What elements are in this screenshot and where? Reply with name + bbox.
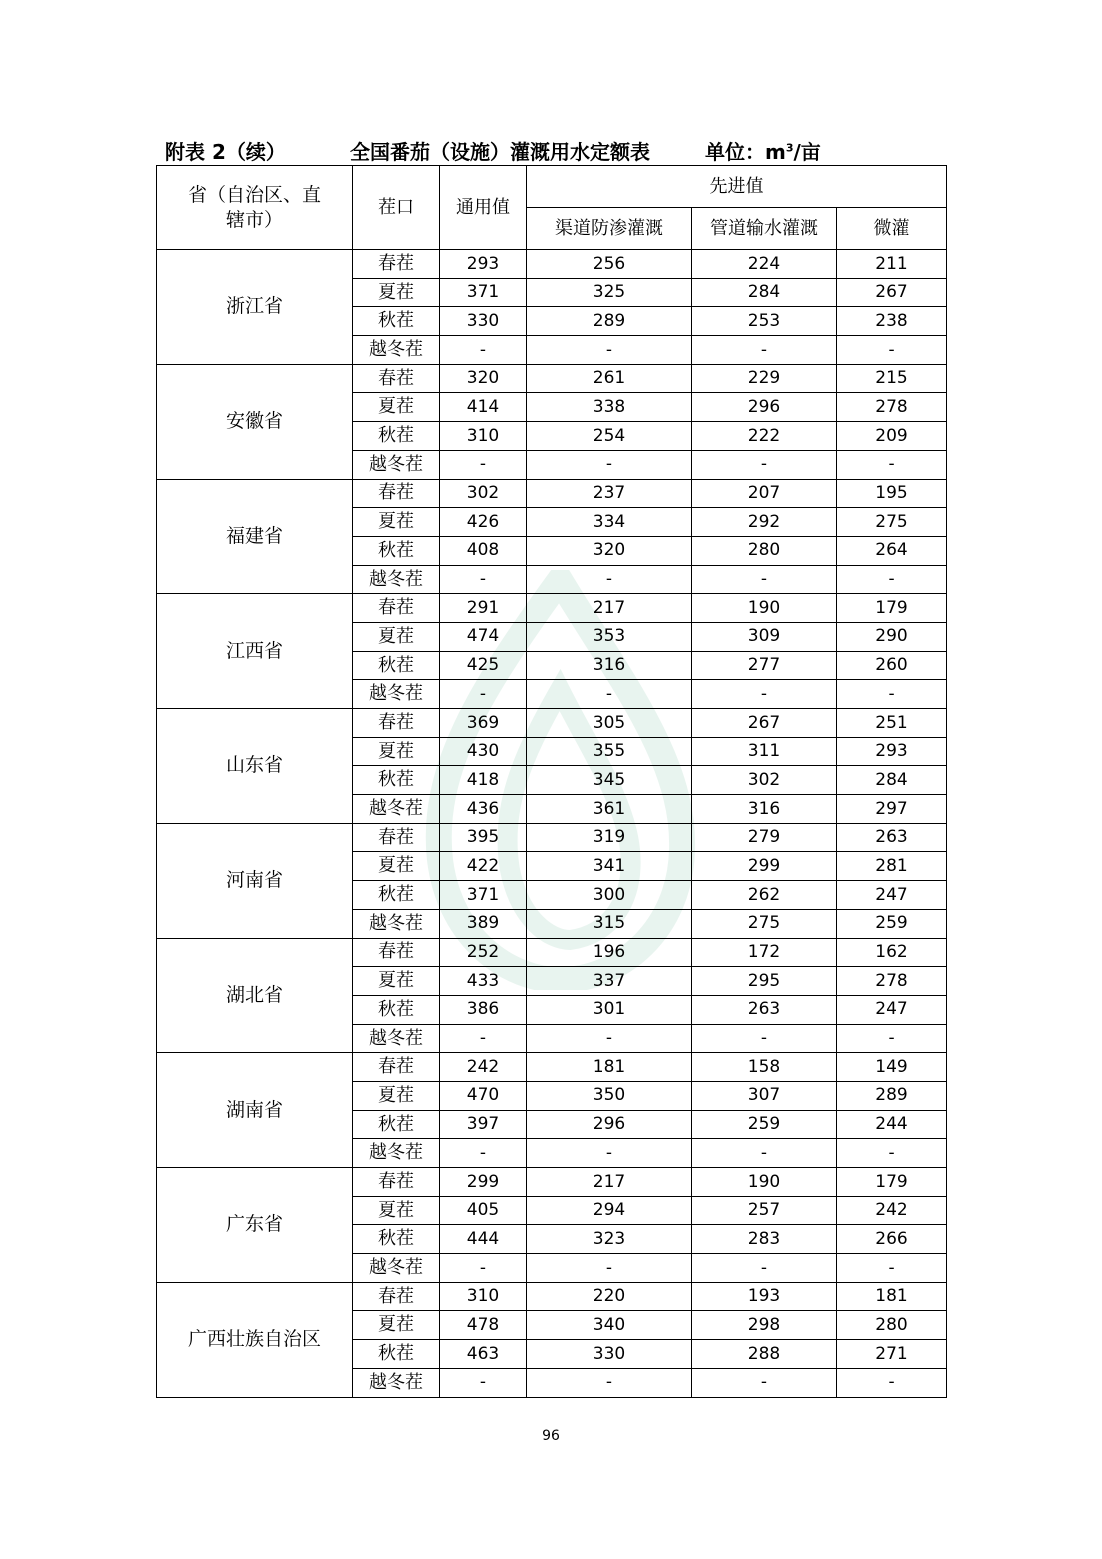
- pipe-value-cell: 263: [692, 995, 837, 1024]
- general-value-cell: 299: [440, 1168, 527, 1197]
- general-value-cell: 430: [440, 737, 527, 766]
- crop-cell: 越冬茬: [353, 1368, 440, 1397]
- crop-cell: 秋茬: [353, 422, 440, 451]
- table-header: [157, 166, 947, 250]
- crop-cell: 秋茬: [353, 1340, 440, 1369]
- crop-cell: 秋茬: [353, 651, 440, 680]
- pipe-value-cell: 299: [692, 852, 837, 881]
- general-value-cell: 252: [440, 938, 527, 967]
- general-value-cell: -: [440, 1139, 527, 1168]
- micro-value-cell: 179: [837, 1168, 947, 1197]
- pipe-value-cell: 288: [692, 1340, 837, 1369]
- micro-value-cell: -: [837, 680, 947, 709]
- general-value-cell: -: [440, 1254, 527, 1283]
- channel-value-cell: -: [527, 565, 692, 594]
- channel-value-cell: 256: [527, 250, 692, 279]
- pipe-value-cell: -: [692, 1254, 837, 1283]
- pipe-value-cell: -: [692, 1024, 837, 1053]
- micro-value-cell: 242: [837, 1196, 947, 1225]
- channel-value-cell: -: [527, 1254, 692, 1283]
- crop-cell: 秋茬: [353, 881, 440, 910]
- general-value-cell: 310: [440, 1282, 527, 1311]
- general-value-cell: 369: [440, 709, 527, 738]
- pipe-value-cell: 267: [692, 709, 837, 738]
- channel-value-cell: 361: [527, 795, 692, 824]
- micro-value-cell: 297: [837, 795, 947, 824]
- micro-value-cell: -: [837, 565, 947, 594]
- pipe-value-cell: 280: [692, 536, 837, 565]
- micro-value-cell: 263: [837, 823, 947, 852]
- table-row: [157, 1053, 947, 1082]
- micro-value-cell: 238: [837, 307, 947, 336]
- micro-value-cell: 280: [837, 1311, 947, 1340]
- crop-cell: 夏茬: [353, 1081, 440, 1110]
- micro-value-cell: 278: [837, 967, 947, 996]
- general-value-cell: 463: [440, 1340, 527, 1369]
- pipe-value-cell: 224: [692, 250, 837, 279]
- pipe-value-cell: 296: [692, 393, 837, 422]
- micro-value-cell: -: [837, 1254, 947, 1283]
- channel-value-cell: 217: [527, 594, 692, 623]
- crop-cell: 越冬茬: [353, 1024, 440, 1053]
- province-cell: 江西省: [157, 594, 353, 709]
- crop-cell: 春茬: [353, 1282, 440, 1311]
- crop-cell: 夏茬: [353, 852, 440, 881]
- crop-cell: 夏茬: [353, 393, 440, 422]
- channel-value-cell: 345: [527, 766, 692, 795]
- channel-value-cell: 338: [527, 393, 692, 422]
- crop-cell: 夏茬: [353, 622, 440, 651]
- pipe-value-cell: 284: [692, 278, 837, 307]
- micro-value-cell: 281: [837, 852, 947, 881]
- micro-value-cell: 162: [837, 938, 947, 967]
- pipe-value-cell: 283: [692, 1225, 837, 1254]
- channel-value-cell: 350: [527, 1081, 692, 1110]
- header-crop: 茬口: [353, 166, 440, 250]
- irrigation-quota-table: [156, 165, 947, 1398]
- general-value-cell: 422: [440, 852, 527, 881]
- crop-cell: 秋茬: [353, 1225, 440, 1254]
- header-general: 通用值: [440, 166, 527, 250]
- micro-value-cell: -: [837, 336, 947, 365]
- pipe-value-cell: 298: [692, 1311, 837, 1340]
- channel-value-cell: 340: [527, 1311, 692, 1340]
- pipe-value-cell: 190: [692, 1168, 837, 1197]
- channel-value-cell: 220: [527, 1282, 692, 1311]
- micro-value-cell: 290: [837, 622, 947, 651]
- general-value-cell: 433: [440, 967, 527, 996]
- crop-cell: 夏茬: [353, 967, 440, 996]
- pipe-value-cell: -: [692, 336, 837, 365]
- crop-cell: 越冬茬: [353, 795, 440, 824]
- pipe-value-cell: 262: [692, 881, 837, 910]
- channel-value-cell: 334: [527, 508, 692, 537]
- province-cell: 安徽省: [157, 364, 353, 479]
- general-value-cell: 310: [440, 422, 527, 451]
- pipe-value-cell: 207: [692, 479, 837, 508]
- general-value-cell: -: [440, 1368, 527, 1397]
- channel-value-cell: -: [527, 1139, 692, 1168]
- channel-value-cell: 181: [527, 1053, 692, 1082]
- pipe-value-cell: 302: [692, 766, 837, 795]
- pipe-value-cell: 309: [692, 622, 837, 651]
- crop-cell: 春茬: [353, 823, 440, 852]
- micro-value-cell: 247: [837, 995, 947, 1024]
- table-label: 附表 2（续）: [165, 140, 286, 164]
- general-value-cell: 320: [440, 364, 527, 393]
- pipe-value-cell: -: [692, 450, 837, 479]
- pipe-value-cell: -: [692, 1139, 837, 1168]
- pipe-value-cell: 229: [692, 364, 837, 393]
- micro-value-cell: 289: [837, 1081, 947, 1110]
- pipe-value-cell: -: [692, 680, 837, 709]
- general-value-cell: 478: [440, 1311, 527, 1340]
- pipe-value-cell: 277: [692, 651, 837, 680]
- crop-cell: 夏茬: [353, 508, 440, 537]
- micro-value-cell: 215: [837, 364, 947, 393]
- crop-cell: 春茬: [353, 250, 440, 279]
- unit-prefix: 单位：m: [705, 140, 786, 164]
- table-body: [157, 250, 947, 1398]
- channel-value-cell: 196: [527, 938, 692, 967]
- unit-suffix: /亩: [793, 140, 821, 164]
- general-value-cell: 330: [440, 307, 527, 336]
- header-province: 省（自治区、直辖市）: [157, 166, 353, 250]
- crop-cell: 春茬: [353, 594, 440, 623]
- province-cell: 河南省: [157, 823, 353, 938]
- general-value-cell: -: [440, 450, 527, 479]
- crop-cell: 秋茬: [353, 995, 440, 1024]
- pipe-value-cell: 190: [692, 594, 837, 623]
- channel-value-cell: 289: [527, 307, 692, 336]
- pipe-value-cell: 311: [692, 737, 837, 766]
- pipe-value-cell: 316: [692, 795, 837, 824]
- channel-value-cell: -: [527, 336, 692, 365]
- crop-cell: 越冬茬: [353, 680, 440, 709]
- general-value-cell: 386: [440, 995, 527, 1024]
- crop-cell: 越冬茬: [353, 336, 440, 365]
- general-value-cell: 405: [440, 1196, 527, 1225]
- header-micro: 微灌: [837, 208, 947, 250]
- crop-cell: 夏茬: [353, 1196, 440, 1225]
- table-row: [157, 938, 947, 967]
- province-cell: 浙江省: [157, 250, 353, 365]
- micro-value-cell: 244: [837, 1110, 947, 1139]
- channel-value-cell: 254: [527, 422, 692, 451]
- pipe-value-cell: 307: [692, 1081, 837, 1110]
- table-row: [157, 709, 947, 738]
- micro-value-cell: 149: [837, 1053, 947, 1082]
- header-advanced: 先进值: [527, 166, 947, 208]
- crop-cell: 秋茬: [353, 766, 440, 795]
- channel-value-cell: 325: [527, 278, 692, 307]
- micro-value-cell: 267: [837, 278, 947, 307]
- channel-value-cell: 305: [527, 709, 692, 738]
- pipe-value-cell: 259: [692, 1110, 837, 1139]
- table-row: [157, 1168, 947, 1197]
- crop-cell: 夏茬: [353, 278, 440, 307]
- general-value-cell: 291: [440, 594, 527, 623]
- province-cell: 湖北省: [157, 938, 353, 1053]
- crop-cell: 春茬: [353, 1053, 440, 1082]
- crop-cell: 春茬: [353, 938, 440, 967]
- header-pipe: 管道输水灌溉: [692, 208, 837, 250]
- micro-value-cell: 211: [837, 250, 947, 279]
- crop-cell: 春茬: [353, 364, 440, 393]
- pipe-value-cell: 292: [692, 508, 837, 537]
- channel-value-cell: -: [527, 1024, 692, 1053]
- micro-value-cell: 284: [837, 766, 947, 795]
- crop-cell: 秋茬: [353, 307, 440, 336]
- general-value-cell: 426: [440, 508, 527, 537]
- channel-value-cell: 300: [527, 881, 692, 910]
- channel-value-cell: 316: [527, 651, 692, 680]
- crop-cell: 秋茬: [353, 1110, 440, 1139]
- table-row: [157, 364, 947, 393]
- channel-value-cell: -: [527, 450, 692, 479]
- channel-value-cell: 320: [527, 536, 692, 565]
- channel-value-cell: 294: [527, 1196, 692, 1225]
- province-cell: 广东省: [157, 1168, 353, 1283]
- channel-value-cell: 319: [527, 823, 692, 852]
- pipe-value-cell: 279: [692, 823, 837, 852]
- pipe-value-cell: 193: [692, 1282, 837, 1311]
- channel-value-cell: 237: [527, 479, 692, 508]
- channel-value-cell: 330: [527, 1340, 692, 1369]
- table-row: [157, 594, 947, 623]
- general-value-cell: 408: [440, 536, 527, 565]
- general-value-cell: 302: [440, 479, 527, 508]
- micro-value-cell: 260: [837, 651, 947, 680]
- micro-value-cell: -: [837, 450, 947, 479]
- channel-value-cell: 315: [527, 909, 692, 938]
- table-row: [157, 1282, 947, 1311]
- province-cell: 广西壮族自治区: [157, 1282, 353, 1397]
- general-value-cell: 293: [440, 250, 527, 279]
- crop-cell: 越冬茬: [353, 450, 440, 479]
- pipe-value-cell: -: [692, 1368, 837, 1397]
- micro-value-cell: -: [837, 1139, 947, 1168]
- general-value-cell: 414: [440, 393, 527, 422]
- general-value-cell: 474: [440, 622, 527, 651]
- general-value-cell: 425: [440, 651, 527, 680]
- crop-cell: 春茬: [353, 479, 440, 508]
- general-value-cell: 371: [440, 278, 527, 307]
- pipe-value-cell: 253: [692, 307, 837, 336]
- general-value-cell: 389: [440, 909, 527, 938]
- micro-value-cell: 271: [837, 1340, 947, 1369]
- table-caption: [165, 134, 955, 164]
- pipe-value-cell: -: [692, 565, 837, 594]
- channel-value-cell: 353: [527, 622, 692, 651]
- crop-cell: 夏茬: [353, 737, 440, 766]
- general-value-cell: -: [440, 1024, 527, 1053]
- channel-value-cell: 337: [527, 967, 692, 996]
- general-value-cell: -: [440, 336, 527, 365]
- pipe-value-cell: 275: [692, 909, 837, 938]
- micro-value-cell: 275: [837, 508, 947, 537]
- micro-value-cell: 259: [837, 909, 947, 938]
- table-row: [157, 823, 947, 852]
- micro-value-cell: 266: [837, 1225, 947, 1254]
- crop-cell: 秋茬: [353, 536, 440, 565]
- micro-value-cell: 247: [837, 881, 947, 910]
- table-row: [157, 479, 947, 508]
- general-value-cell: 395: [440, 823, 527, 852]
- general-value-cell: 371: [440, 881, 527, 910]
- micro-value-cell: 209: [837, 422, 947, 451]
- general-value-cell: 436: [440, 795, 527, 824]
- table-unit: [705, 136, 821, 165]
- channel-value-cell: 341: [527, 852, 692, 881]
- micro-value-cell: 278: [837, 393, 947, 422]
- micro-value-cell: 181: [837, 1282, 947, 1311]
- header-channel: 渠道防渗灌溉: [527, 208, 692, 250]
- general-value-cell: 444: [440, 1225, 527, 1254]
- micro-value-cell: 293: [837, 737, 947, 766]
- general-value-cell: -: [440, 565, 527, 594]
- crop-cell: 越冬茬: [353, 909, 440, 938]
- channel-value-cell: 355: [527, 737, 692, 766]
- channel-value-cell: -: [527, 680, 692, 709]
- crop-cell: 越冬茬: [353, 1139, 440, 1168]
- pipe-value-cell: 257: [692, 1196, 837, 1225]
- channel-value-cell: 296: [527, 1110, 692, 1139]
- general-value-cell: -: [440, 680, 527, 709]
- pipe-value-cell: 222: [692, 422, 837, 451]
- page-number: 96: [542, 1428, 560, 1444]
- micro-value-cell: 195: [837, 479, 947, 508]
- crop-cell: 夏茬: [353, 1311, 440, 1340]
- general-value-cell: 242: [440, 1053, 527, 1082]
- province-cell: 福建省: [157, 479, 353, 594]
- province-cell: 山东省: [157, 709, 353, 824]
- pipe-value-cell: 158: [692, 1053, 837, 1082]
- header-row-1: [157, 166, 947, 208]
- micro-value-cell: 179: [837, 594, 947, 623]
- micro-value-cell: -: [837, 1368, 947, 1397]
- province-cell: 湖南省: [157, 1053, 353, 1168]
- micro-value-cell: 251: [837, 709, 947, 738]
- general-value-cell: 418: [440, 766, 527, 795]
- unit-superscript: 3: [785, 141, 794, 155]
- general-value-cell: 397: [440, 1110, 527, 1139]
- channel-value-cell: 217: [527, 1168, 692, 1197]
- pipe-value-cell: 295: [692, 967, 837, 996]
- crop-cell: 春茬: [353, 709, 440, 738]
- micro-value-cell: -: [837, 1024, 947, 1053]
- channel-value-cell: 323: [527, 1225, 692, 1254]
- micro-value-cell: 264: [837, 536, 947, 565]
- channel-value-cell: 301: [527, 995, 692, 1024]
- crop-cell: 越冬茬: [353, 565, 440, 594]
- general-value-cell: 470: [440, 1081, 527, 1110]
- crop-cell: 春茬: [353, 1168, 440, 1197]
- pipe-value-cell: 172: [692, 938, 837, 967]
- table-row: [157, 250, 947, 279]
- channel-value-cell: 261: [527, 364, 692, 393]
- channel-value-cell: -: [527, 1368, 692, 1397]
- table-title: 全国番茄（设施）灌溉用水定额表: [350, 140, 650, 164]
- crop-cell: 越冬茬: [353, 1254, 440, 1283]
